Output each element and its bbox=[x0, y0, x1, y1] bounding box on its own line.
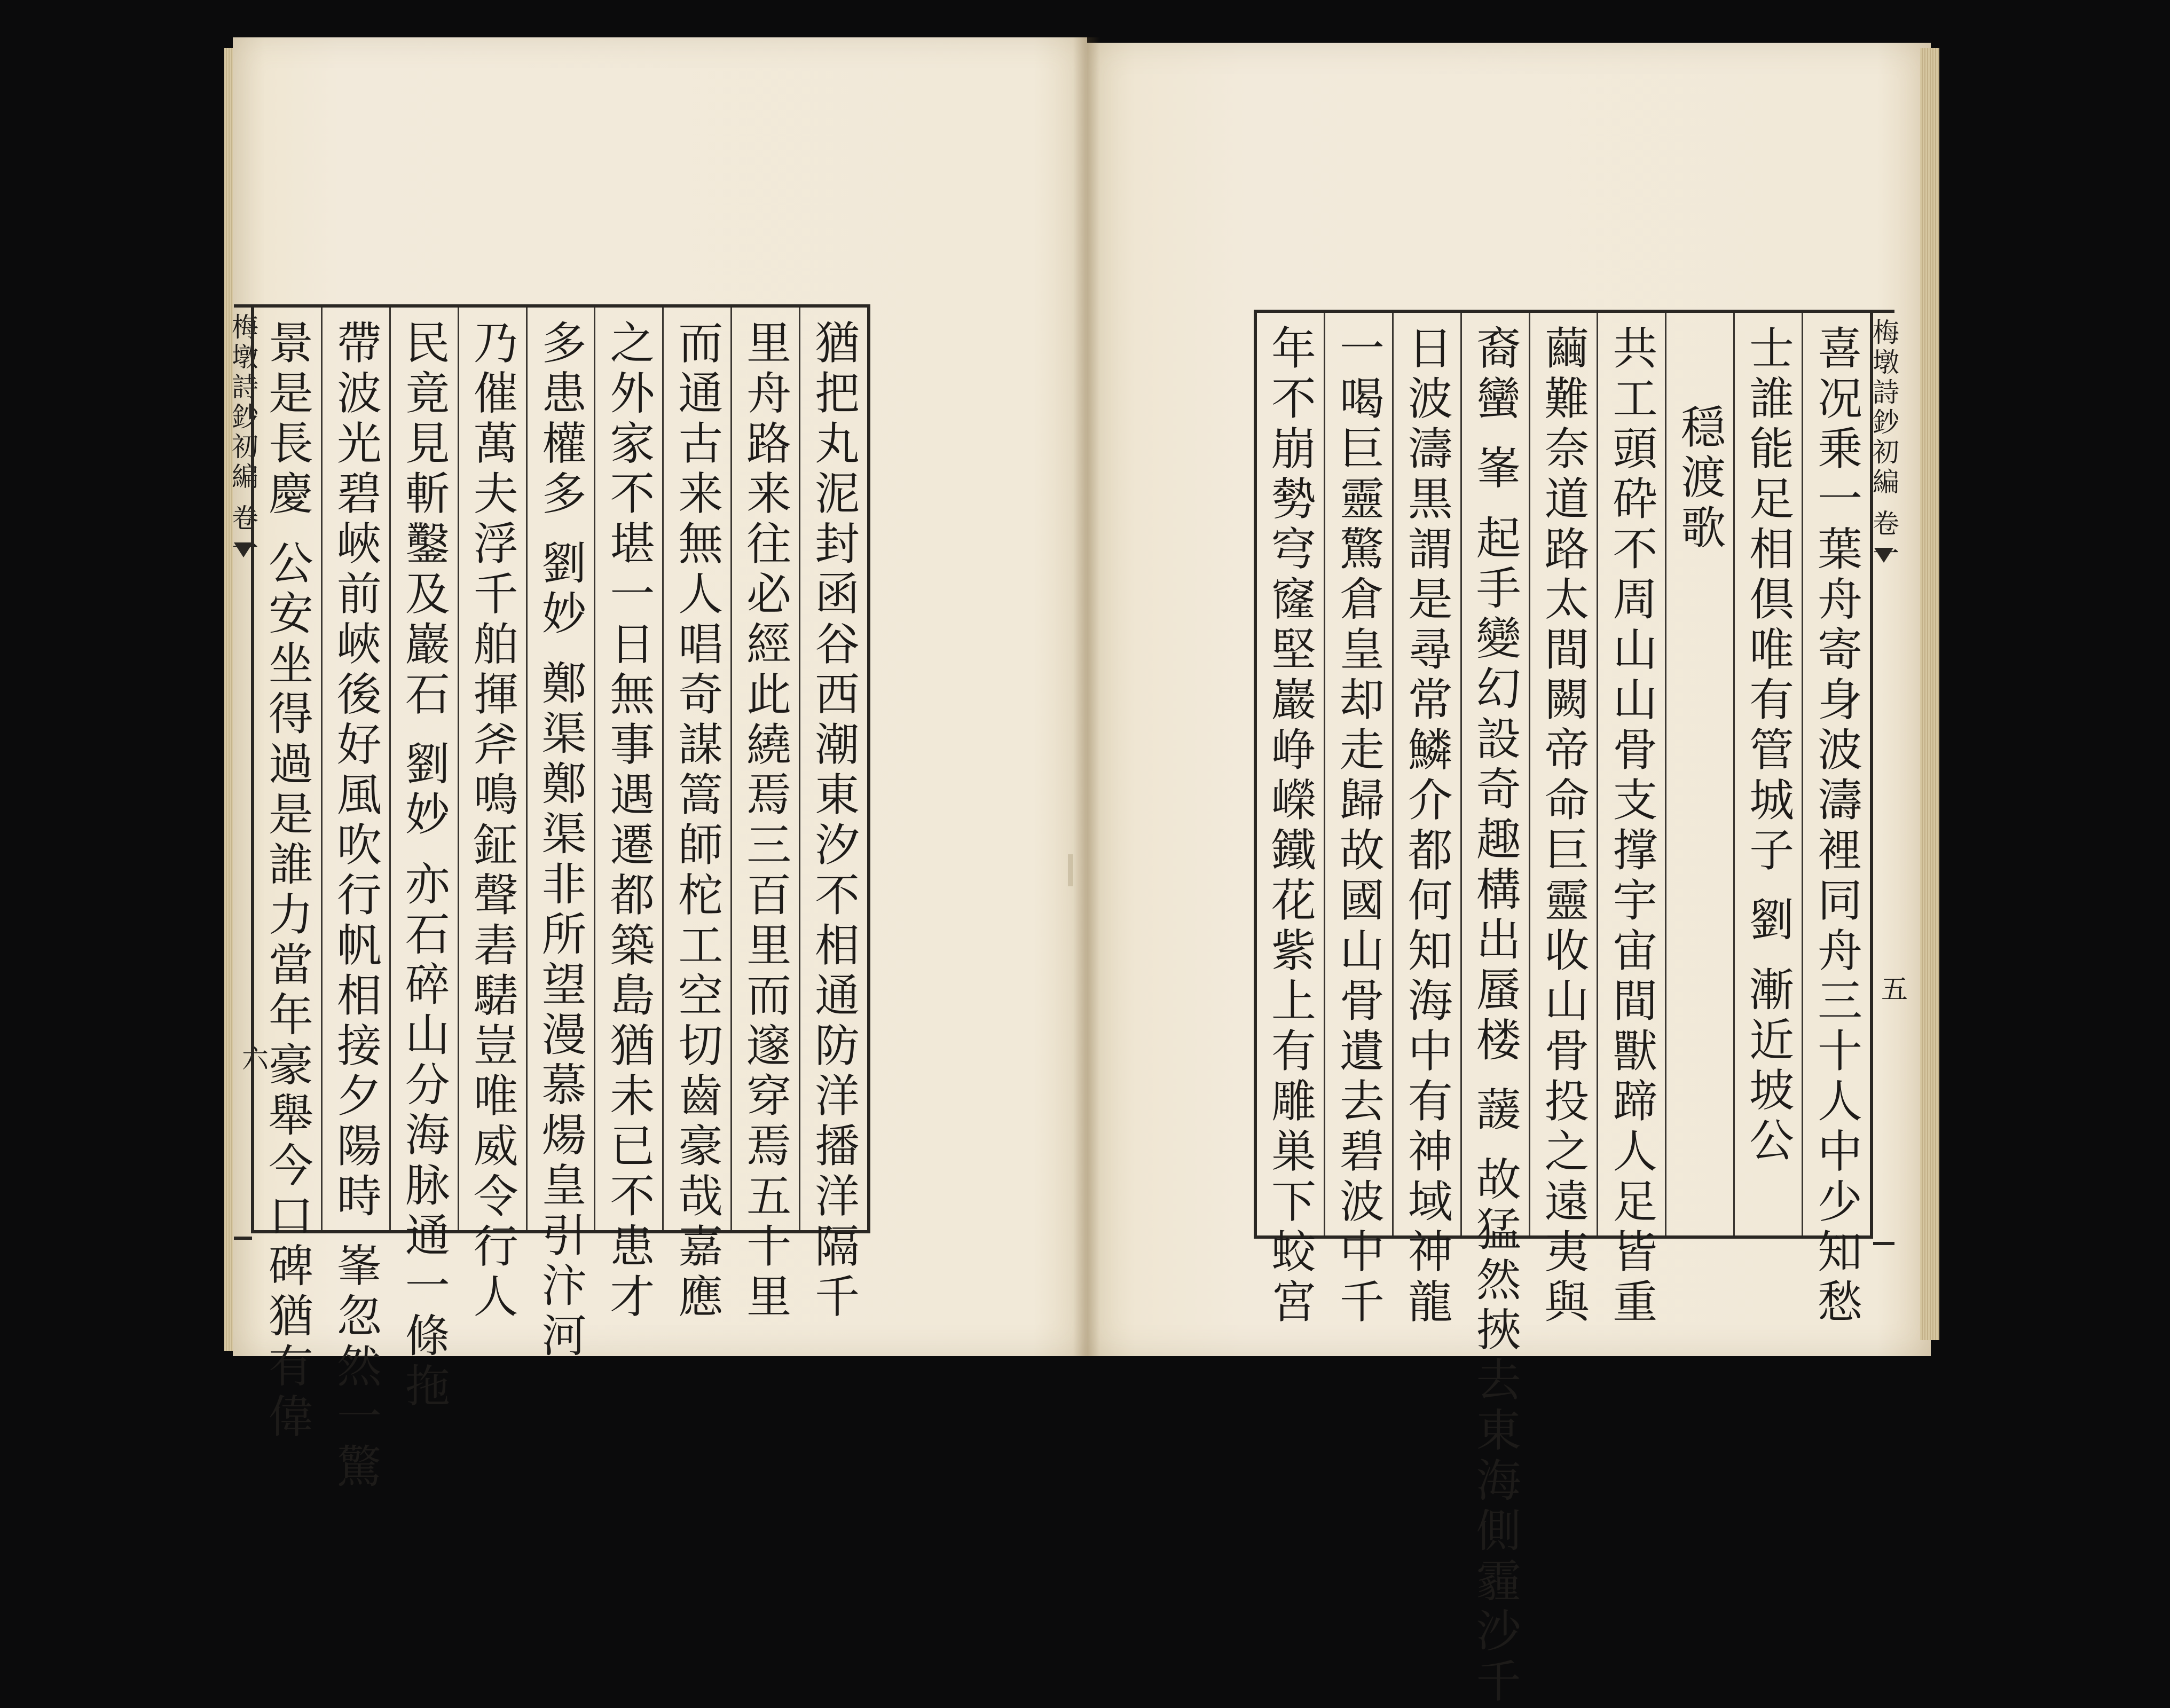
column-text: 而通古来無人唱奇謀篙師柁工空切齒豪哉嘉應 bbox=[671, 319, 724, 1323]
text-column bbox=[799, 308, 867, 1323]
fishtail-mark bbox=[234, 542, 253, 557]
column-text: 帶波光碧峽前峽後好風吹行帆相接夕陽時 峯忽然一驚 bbox=[329, 319, 382, 1493]
text-column bbox=[526, 308, 594, 1363]
column-text: 日波濤黒謂是尋常鱗介都何知海中有神域神龍 bbox=[1401, 325, 1453, 1328]
text-column bbox=[1392, 313, 1460, 1328]
text-column bbox=[730, 308, 799, 1323]
text-column bbox=[1460, 313, 1529, 1708]
left-margin-title: 梅墩詩鈔初編 卷一 bbox=[227, 313, 258, 564]
column-text: 士誰能足相倶唯有管城子 劉 漸近坡公 bbox=[1742, 325, 1795, 1167]
column-text: 猶把丸泥封函谷西潮東汐不相通防洋播洋隔千 bbox=[807, 319, 860, 1323]
left-page-number: 六 bbox=[238, 1044, 269, 1071]
book-gutter bbox=[1073, 37, 1100, 1356]
column-text: 景是長慶 公安坐得過是誰力當年豪舉今口碑猶有偉 bbox=[261, 319, 314, 1443]
text-column bbox=[1257, 313, 1324, 1328]
text-column bbox=[254, 308, 321, 1443]
text-column bbox=[1597, 313, 1665, 1328]
text-column bbox=[594, 308, 662, 1323]
right-page-edge bbox=[1920, 48, 1939, 1340]
column-text: 共工頭砕不周山山骨支撑宇宙間獸蹄人足皆重 bbox=[1605, 325, 1658, 1328]
fishtail-mark bbox=[1874, 548, 1893, 563]
text-column bbox=[321, 308, 389, 1493]
column-text: 喜况乗一葉舟寄身波濤裡同舟三十人中少知愁 bbox=[1810, 325, 1863, 1328]
column-text: 乃催萬夫浮千舶揮斧鳴鉦聲砉騞豈唯威令行人 bbox=[466, 319, 519, 1323]
column-text: 年不崩勢穹窿堅巖峥嶸鐵花紫上有雕巣下蛟宮 bbox=[1264, 325, 1317, 1328]
left-text-frame bbox=[251, 304, 870, 1493]
column-text: 繭難奈道路太間闕帝命巨靈收山骨投之遠夷與 bbox=[1537, 325, 1590, 1328]
text-column bbox=[662, 308, 730, 1323]
text-column bbox=[1733, 313, 1802, 1235]
text-column bbox=[1665, 313, 1733, 1235]
paper-crease bbox=[1068, 854, 1073, 886]
left-margin-strip bbox=[227, 304, 269, 1240]
text-column bbox=[1802, 313, 1870, 1328]
right-page-number: 五 bbox=[1877, 975, 1908, 1002]
column-text: 一喝巨靈驚倉皇却走歸故國山骨遺去碧波中千 bbox=[1332, 325, 1385, 1328]
poem-title: 穏渡歌 bbox=[1673, 404, 1726, 554]
right-text-frame bbox=[1254, 310, 1873, 1708]
column-text: 多患權多 劉妙 鄭渠鄭渠非所望漫慕煬皇引汴河 bbox=[534, 319, 587, 1363]
column-text: 裔蠻 峯 起手變幻設奇趣構出蜃楼 蘐 故猛然挾去東海側霾沙千 bbox=[1469, 325, 1522, 1708]
text-column bbox=[389, 308, 458, 1413]
column-text: 之外家不堪一日無事遇遷都築島猶未已不患才 bbox=[602, 319, 655, 1323]
text-column bbox=[458, 308, 526, 1323]
column-text: 里舟路来往必經此繞焉三百里而邃穿焉五十里 bbox=[739, 319, 792, 1323]
right-margin-title: 梅墩詩鈔初編 卷一 bbox=[1868, 318, 1899, 569]
text-column bbox=[1324, 313, 1392, 1328]
column-text: 民竟見斬鑿及巖石 劉妙 亦石碎山分海脉通一條拖 bbox=[398, 319, 451, 1413]
right-margin-strip bbox=[1868, 310, 1908, 1245]
text-column bbox=[1529, 313, 1597, 1328]
